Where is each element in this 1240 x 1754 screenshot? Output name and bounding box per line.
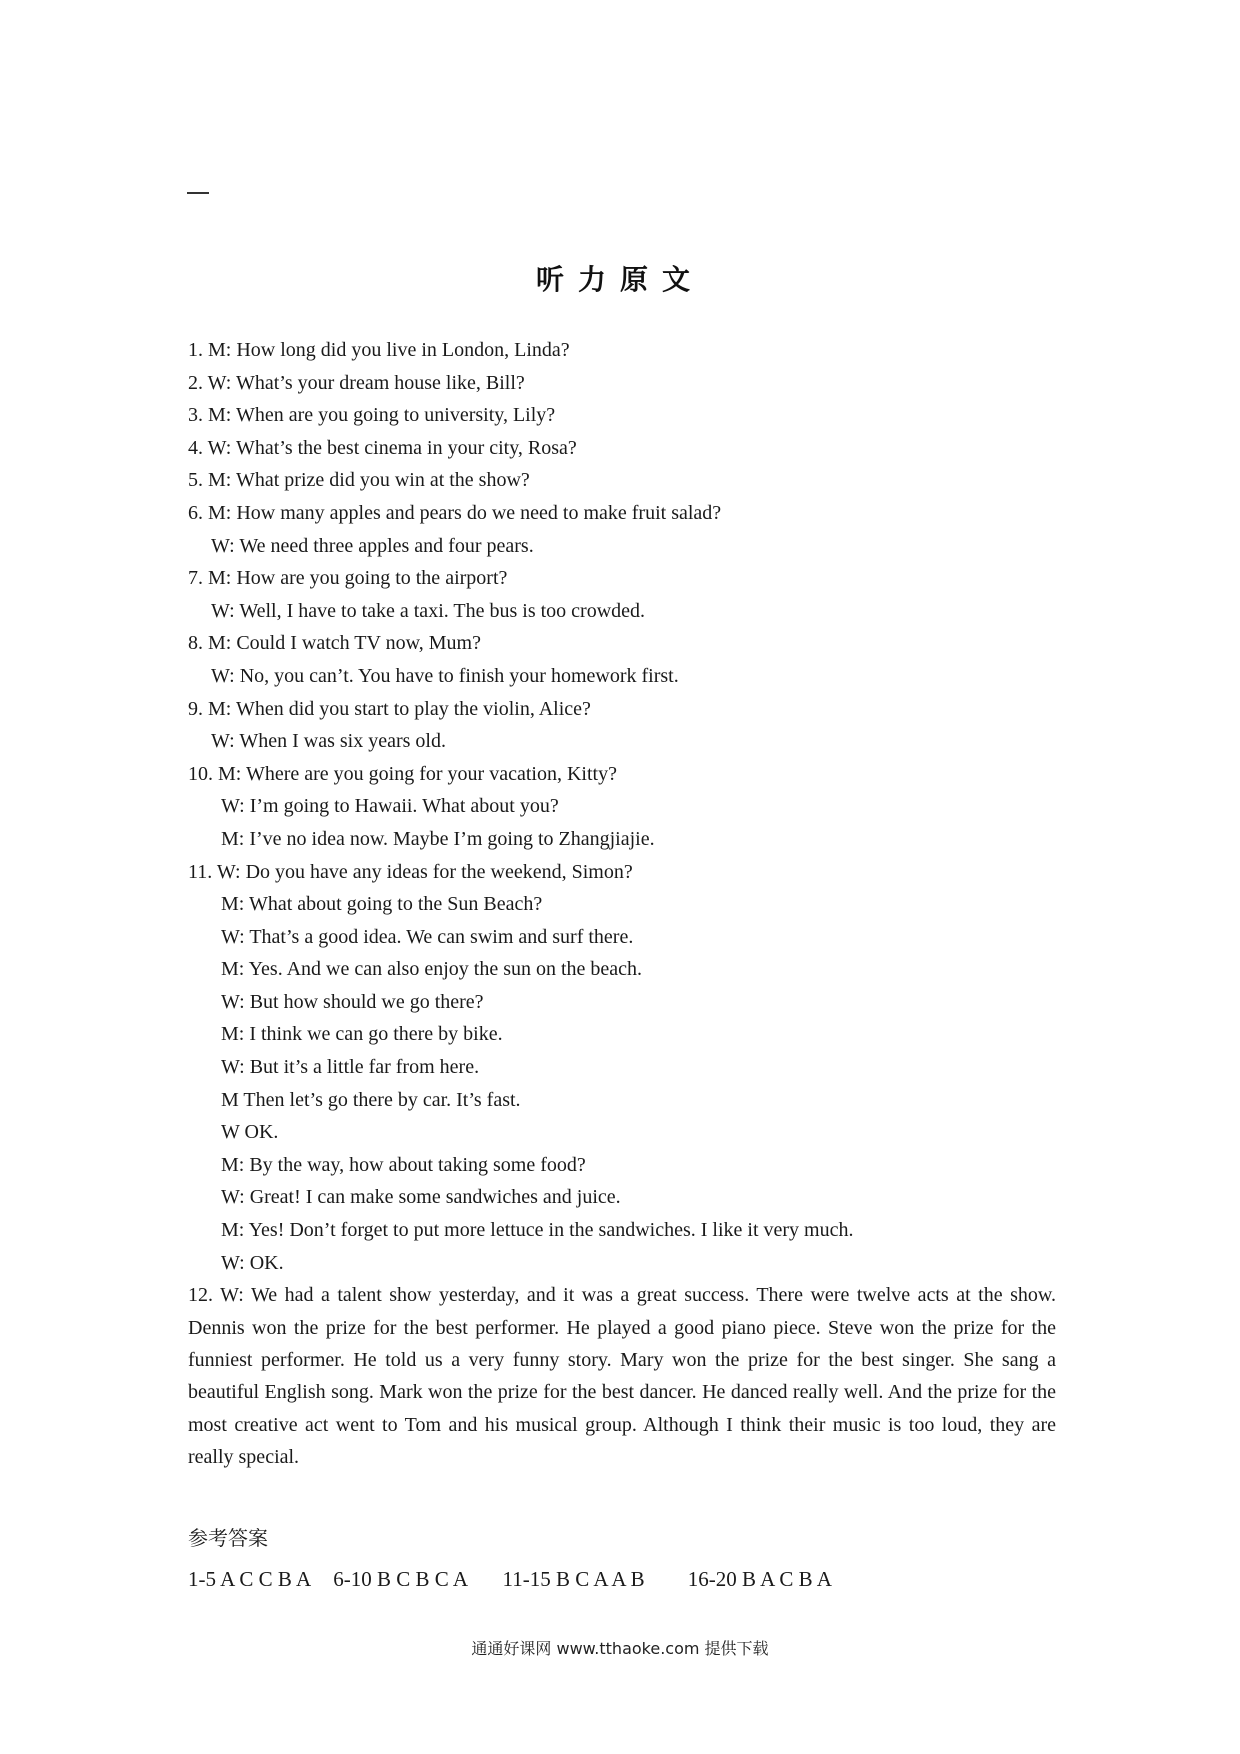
transcript-line: M: By the way, how about taking some food? [221,1153,586,1176]
transcript-line: M: Yes! Don’t forget to put more lettuce in the sandwiches. I like it very much. [221,1219,854,1242]
answer-group-1: 1-5 A C C B A [188,1567,312,1591]
transcript-line: 11. W: Do you have any ideas for the weekend, Simon? [188,860,633,883]
page-title: 听力原文 [535,263,704,296]
transcript-line: 1. M: How long did you live in London, Linda? [188,339,570,361]
transcript-line: 2. W: What’s your dream house like, Bill? [188,371,525,394]
transcript-line: 3. M: When are you going to university, Lily? [188,404,556,427]
transcript-line: 5. M: What prize did you win at the show? [188,469,530,492]
transcript-line: W: But it’s a little far from here. [221,1056,480,1079]
transcript-line: W: No, you can’t. You have to finish your homework first. [211,664,679,687]
answer-group-2: 6-10 B C B C A [333,1567,469,1591]
transcript-line: W: We need three apples and four pears. [211,534,534,557]
transcript-line: 8. M: Could I watch TV now, Mum? [188,632,481,655]
transcript-line: M: Yes. And we can also enjoy the sun on the beach. [221,958,643,981]
header-dash [187,192,209,194]
transcript-line: W: When I was six years old. [211,730,446,753]
answer-group-3: 11-15 B C A A B [502,1567,645,1591]
answer-key [188,1567,832,1592]
transcript-line: W OK. [221,1121,279,1144]
transcript-line: 7. M: How are you going to the airport? [188,567,508,590]
transcript-line: M Then let’s go there by car. It’s fast. [221,1088,521,1111]
transcript-line: W: But how should we go there? [221,990,484,1013]
transcript-line: M: I think we can go there by bike. [221,1023,503,1046]
transcript-line: 4. W: What’s the best cinema in your city, Rosa? [188,436,577,459]
answer-group-4: 16-20 B A C B A [687,1567,832,1591]
transcript-line: M: I’ve no idea now. Maybe I’m going to Zhangjiajie. [221,827,655,850]
transcript-line: W: That’s a good idea. We can swim and surf there. [221,925,634,948]
transcript-line: 10. M: Where are you going for your vacation, Kitty? [188,762,617,785]
footer-source: 通通好课网 www.tthaoke.com 提供下载 [471,1639,769,1658]
transcript-line: 9. M: When did you start to play the violin, Alice? [188,697,591,720]
transcript-line: W: I’m going to Hawaii. What about you? [221,795,559,818]
transcript-line: W: Well, I have to take a taxi. The bus is too crowded. [211,599,646,622]
transcript-line: W: Great! I can make some sandwiches and juice. [221,1186,621,1209]
transcript-line: M: What about going to the Sun Beach? [221,893,543,916]
transcript [188,334,1056,1474]
transcript-lines [188,334,1056,1279]
paragraph-12: 12. W: We had a talent show yesterday, and it was a great success. There were twelve acts at the show. Dennis won the prize for the best performer. He played a good piano piece. Steve won the prize for the funniest performer. He told us a very funny story. Mary won the prize for the best singer. She sang a beautiful English song. Mark won the prize for the best dancer. He danced really well. And the prize for the most creative act went to Tom and his musical group. Although I think their music is too loud, they are really special. [188,1284,1056,1469]
answers-label: 参考答案 [188,1526,268,1550]
transcript-line: W: OK. [221,1251,284,1274]
transcript-line: 6. M: How many apples and pears do we need to make fruit salad? [188,501,722,524]
